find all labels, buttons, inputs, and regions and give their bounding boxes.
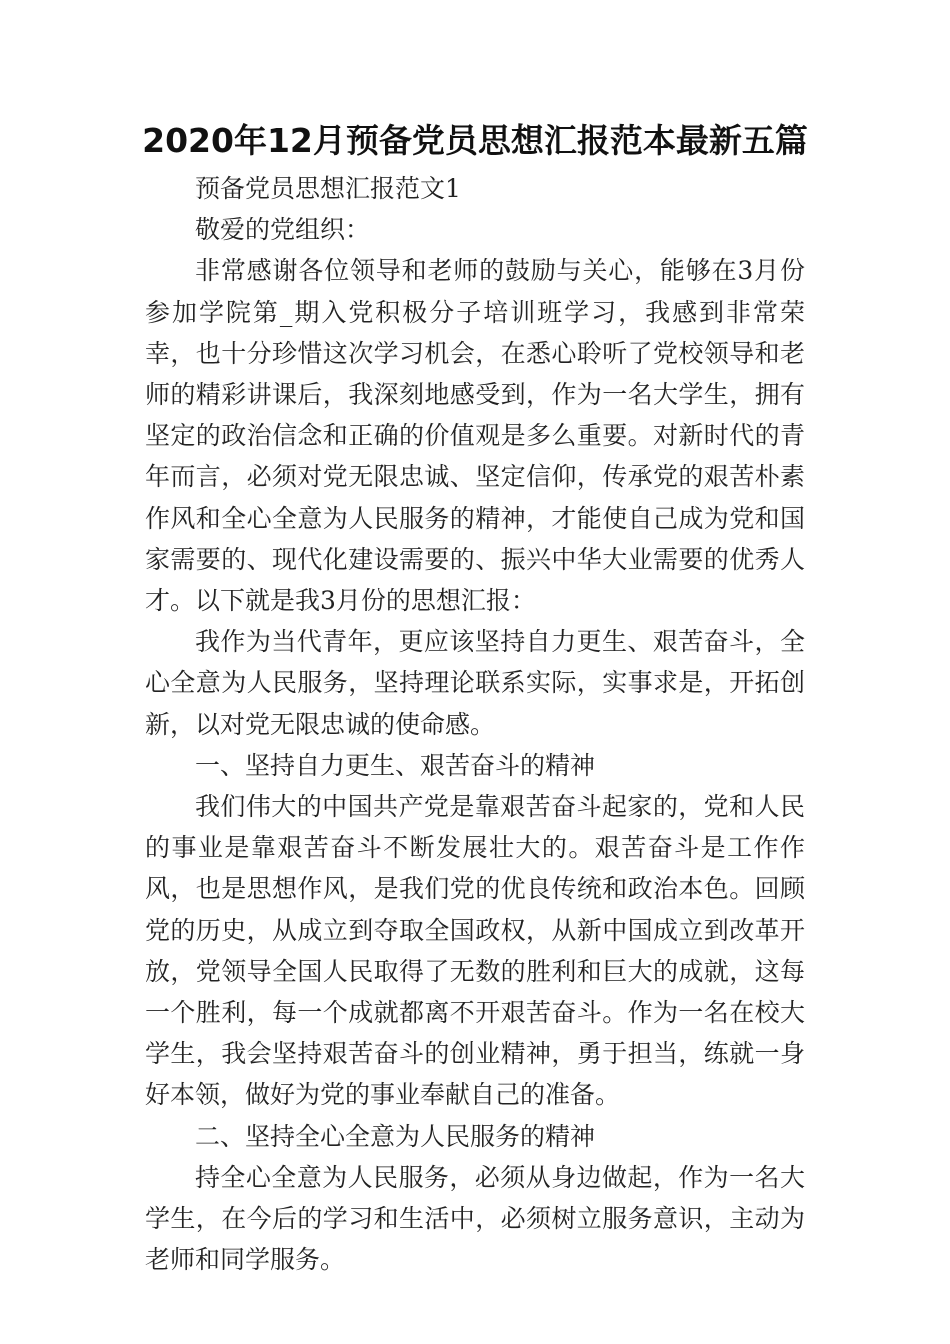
paragraph-salutation: 敬爱的党组织： xyxy=(195,215,371,245)
section-heading: 一、坚持自力更生、艰苦奋斗的精神 xyxy=(195,750,596,780)
paragraph: 我作为当代青年，更应该坚持自力更生、艰苦奋斗，全心全意为人民服务，坚持理论联系实际，实事求是，开拓创新，以对党无限忠诚的使命感。 xyxy=(145,627,805,739)
document-title: 2020年12月预备党员思想汇报范本最新五篇 xyxy=(142,121,808,160)
paragraph: 持全心全意为人民服务，必须从身边做起，作为一名大学生，在今后的学习和生活中，必须树立服务意识，主动为老师和同学服务。 xyxy=(145,1162,805,1275)
paragraph: 非常感谢各位领导和老师的鼓励与关心，能够在3月份参加学院第_期入党积极分子培训班学习，我感到非常荣幸，也十分珍惜这次学习机会，在悉心聆听了党校领导和老师的精彩讲课后，我深刻地感受到，作为一名大学生，拥有坚定的政治信念和正确的价值观是多么重要。对新时代的青年而言，必须对党无限忠诚、坚定信仰，传承党的艰苦朴素作风和全心全意为人民服务的精神，才能使自己成为党和国家需要的、现代化建设需要的、振兴中华大业需要的优秀人才。以下就是我3月份的思想汇报： xyxy=(145,256,805,616)
paragraph: 我们伟大的中国共产党是靠艰苦奋斗起家的，党和人民的事业是靠艰苦奋斗不断发展壮大的。艰苦奋斗是工作作风，也是思想作风，是我们党的优良传统和政治本色。回顾党的历史，从成立到夺取全国政权，从新中国成立到改革开放，党领导全国人民取得了无数的胜利和巨大的成就，这每一个胜利，每一个成就都离不开艰苦奋斗。作为一名在校大学生，我会坚持艰苦奋斗的创业精神，勇于担当，练就一身好本领，做好为党的事业奉献自己的准备。 xyxy=(145,792,805,1110)
document-body xyxy=(145,168,805,1280)
section-heading: 二、坚持全心全意为人民服务的精神 xyxy=(195,1121,596,1151)
paragraph-subtitle: 预备党员思想汇报范文1 xyxy=(195,174,461,203)
